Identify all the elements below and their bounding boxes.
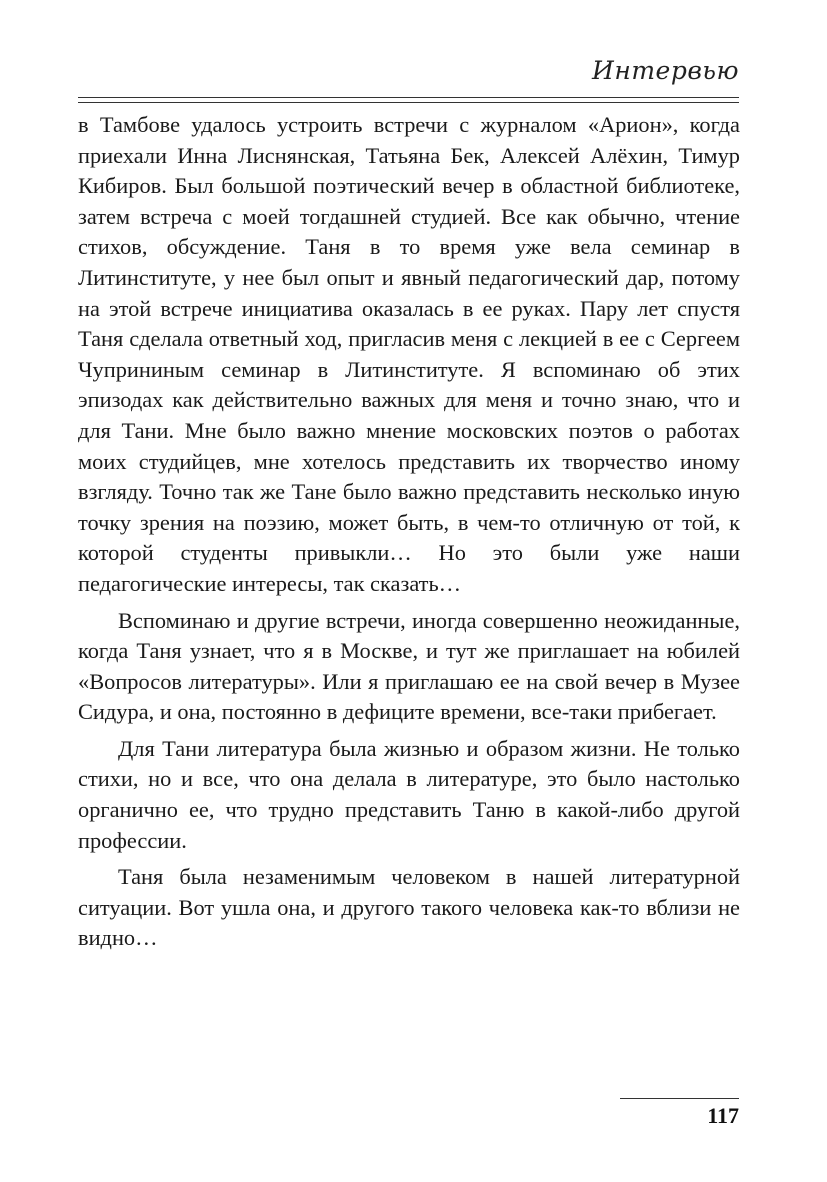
paragraph-2: Вспоминаю и другие встречи, иногда совершенно неожиданные, когда Таня узнает, что я в Москве, и тут же приглашает на юбилей «Вопросов литературы». Или я приглашаю ее на свой вечер в Музее Сидура, и она, постоянно в дефиците времени, все-таки прибегает.: [78, 607, 740, 725]
footer-rule: [620, 1098, 739, 1099]
running-header: Интервью: [592, 56, 739, 85]
header-rule-upper: [78, 97, 739, 98]
paragraph-1: в Тамбове удалось устроить встречи с журналом «Арион», когда приехали Инна Лиснянская, Татьяна Бек, Алексей Алёхин, Тимур Кибиров. Был большой поэтический вечер в областной библиотеке, затем встреча с моей тогдашней студией. Все как обычно, чтение стихов, обсуждение. Таня в то время уже вела семинар в Литинституте, у нее был опыт и явный педагогический дар, потому на этой встрече инициатива оказалась в ее руках. Пару лет спустя Таня сделала ответный ход, пригласив меня с лекцией в ее с Сергеем Чуприниным семинар в Литинституте. Я вспоминаю об этих эпизодах как действительно важных для меня и точно знаю, что и для Тани. Мне было важно мнение московских поэтов о работах моих студийцев, мне хотелось представить их творчество иному взгляду. Точно так же Тане было важно представить несколько иную точку зрения на поэзию, может быть, в чем-то отличную от той, к которой студенты привыкли… Но это были уже наши педагогические интересы, так сказать…: [78, 112, 740, 596]
paragraph-4: Таня была незаменимым человеком в нашей литературной ситуации. Вот ушла она, и другого такого человека как-то вблизи не видно…: [78, 864, 740, 951]
page-number: 117: [707, 1103, 739, 1128]
header-rule-lower: [78, 102, 739, 103]
paragraph-3: Для Тани литература была жизнью и образом жизни. Не только стихи, но и все, что она делала в литературе, это было настолько органично ее, что трудно представить Таню в какой-либо другой профессии.: [78, 735, 740, 853]
body-text: [78, 110, 740, 954]
